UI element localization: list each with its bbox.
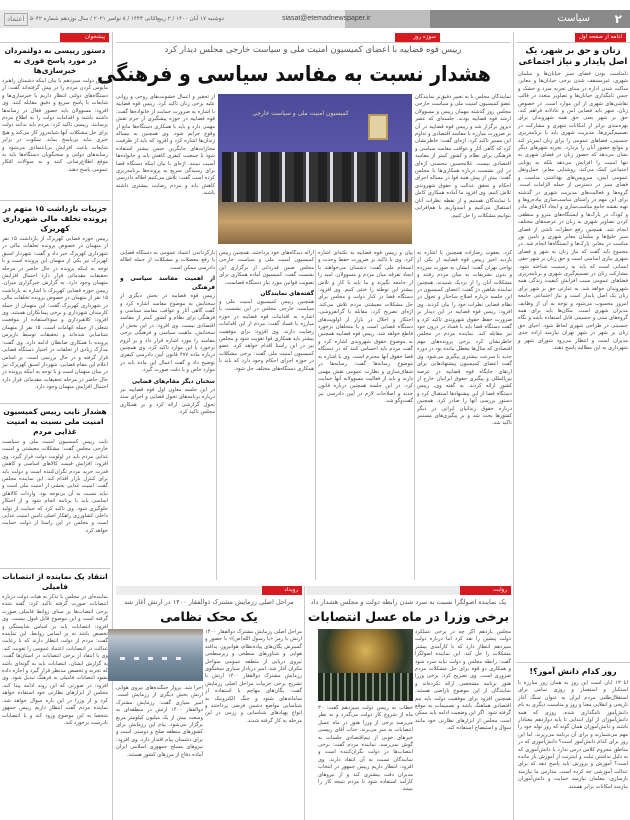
section-label: سوژه روز <box>395 33 440 42</box>
photo-banner-text: کمیسیون امنیت ملی و سیاست خارجی <box>252 110 349 117</box>
article-body: خطاب به رییس دولت سیزدهم گفت: ۳۰ ماه از شروع کار دولت می‌گذرد و به نظر می‌رسد برخی از وزرا هنوز در ماه عسل انتصابات به سر می‌برند. جناب آقای رییسی خبرهای خوبی از نیم‌اقتصادی جلسات به گوش نمی‌رسد. نماینده مردم گفت: برخی انتصاب‌ها در دولت نگران‌کننده است و نمایندگان نسبت به آن انتقاد دارند. وی افزود: انتظار داریم رییس جمهور در انتخاب مدیران دقت بیشتری کند و از نیروهای کارآمد استفاده شود تا مردم نتیجه کار را ببینند. <box>318 705 413 793</box>
article-title[interactable]: زنان و حق بر شهر، یک اصل پایدار و نیاز اجتماعی <box>518 46 628 67</box>
divider <box>0 403 110 404</box>
divider <box>0 568 110 569</box>
article-body: رییس حوزه قضایی کهریزک از بازداشت ۱۵ نفر از متهمان در خصوص پرونده تخلفات مالی در شهرداری کهریزک خبر داد و گفت: شهردار اسبق کهریزک نیز یکی از متهمان این پرونده است و با توجه به اینکه پرونده در حال حاضر در مرحله تحقیقات مقدماتی قرار دارد احتمال افزایش متهمان وجود دارد. به گزارش خبرگزاری میزان، رییس حوزه قضایی کهریزک با اشاره به بازداشت ۱۵ نفر از متهمان در خصوص پرونده تخلفات مالی در شهرداری کهریزک گفت: این متهمان از جمله کارمندان شهرداری و برخی پیمانکاران هستند. وی افزود: کلاهبرداری و سوءاستفاده از موقعیت شغلی از جمله اتهامات است. ۱۵ نفر از متهمان شناسایی شده‌اند و تحقیقات توسط بازپرس پرونده با همکاری ضابطان ادامه دارد. وی گفت: مدارک زیادی از تخلفات در اختیار دستگاه قضایی قرار گرفته و در حال بررسی است. بر اساس اعلام این مقام قضایی، شهردار اسبق کهریزک نیز در میان متهمان است و با توجه به اینکه پرونده در حال حاضر در مرحله تحقیقات مقدماتی قرار دارد احتمال افزایش متهمان وجود دارد. <box>2 236 108 391</box>
parliament-seats <box>318 673 413 701</box>
article-title[interactable]: روز کدام دانش آموز؟! <box>529 667 617 676</box>
article-subtitle: رییس قوه قضاییه با اعضای کمیسیون امنیت ملی و سیاست خارجی مجلس دیدار کرد <box>164 45 462 55</box>
boats <box>120 657 190 660</box>
paragraph: بازگرداندن اعتماد عمومی به دستگاه قضایی با رفع معضلات و مشکلات از جمله اطاله دادرسی ممکن است. <box>120 250 215 271</box>
article-title[interactable]: انتقاد یک نماینده از انتصابات فامیلی <box>2 572 108 591</box>
newspaper-logo: اعتماد <box>4 13 28 26</box>
meeting-photo <box>218 94 412 244</box>
page-number: ۲ <box>614 12 622 26</box>
article-column <box>120 250 215 580</box>
column-divider <box>216 250 217 580</box>
article-column <box>318 250 413 580</box>
section-label: پیشخوان <box>60 33 109 42</box>
article-body: نایب رییس کمیسیون امنیت ملی و سیاست خارجی مجلس گفت: مشکلات معیشتی و امنیت غذایی مردم باید در اولویت دولت قرار گیرد. وی افزود: افزایش قیمت کالاهای اساسی و کاهش قدرت خرید مردم نگران‌کننده است و دولت باید برای کنترل بازار اقدام کند. این نماینده مجلس گفت: امنیت غذایی بخشی از امنیت ملی است و نباید نسبت به آن بی‌توجه بود. واردات کالاهای اساسی باید با برنامه انجام شود و از احتکار جلوگیری شود. وی تاکید کرد که حمایت از تولید داخلی کشاورزی راهکار اصلی تامین امنیت غذایی است و مجلس در این راستا از دولت حمایت خواهد کرد. <box>2 439 108 534</box>
section-bar <box>306 586 511 595</box>
article-subtitle: یک نماینده اصولگرا نسبت به سرد شدن رابطه دولت و مجلس هشدار داد <box>310 598 507 606</box>
paragraph: در این جلسه معاون اول قوه قضاییه نیز درباره برنامه‌های تحول قضایی و اجرای سند تحول گزارشی ارائه کرد و بر همکاری مجلس تاکید کرد. <box>120 386 215 415</box>
article-body: انا ۱۳ آبان است این روز به همان روز مبارزه با استکبار و استعمار و روزی تمامی برای استقلال‌طلبی مردم ایران به عنوان سنگ آغاز تاریخی و انقلابی معنا و روز و مناسبت دیگری به نام دانش‌آموز نامگذاری شده، روزی که همه دانش‌آموزان از اول ابتدایی تا پایه دوازدهم معنادار باشند و دانش‌آموزان همان گونه که روز تولد خود را مهم می‌شمارند و برای آن برنامه می‌ریزند. اما این روز برای کدام دانش‌آموز است؟ دانش‌آموزی که در مناطق محروم کلاس درس ندارد یا دانش‌آموزی که به دلیل نداشتن تبلت و اینترنت از آموزش باز مانده است؟ آموزش و پرورش باید پاسخ دهد که برای عدالت آموزشی چه کرده است. مدارس ما نیازمند بازسازی، معلمان نیازمند حمایت و دانش‌آموزان نیازمند امکانات برابر هستند. <box>518 680 628 790</box>
article <box>0 200 110 403</box>
divider <box>0 42 110 43</box>
inline-heading: سخنان دیگر مقام‌های قضایی <box>132 378 215 385</box>
issue-date: دوشنبه ۱۷ آبان ۱۴۰۰ / ۲ ربیع‌الثانی ۱۴۴۳ / ۸ نوامبر ۲۰۲۱ / سال نوزدهم شماره ۵۰۴۲ <box>30 16 224 22</box>
article-body: نماینده‌ای در مجلس با تذکر به هیات دولت درباره انتصابات صورت گرفته تاکید کرد: گفته شده برخی انتصاب‌ها بر مبنای روابط فامیلی صورت گرفته است و این موضوع قابل قبول نیست. وی افزود: انتصابات باید بر اساس شایستگی و تخصص باشد نه بر اساس روابط. این نماینده گفت: مردم از دولت انتظار دارند که با رعایت عدالت در انتصابات، اعتماد عمومی را تقویت کند. وی با انتقاد از برخی انتصابات در استان‌ها گفت: به گزارش ایشان، انتصابات باید به گونه‌ای باشد که تجربه و تخصص مدنظر قرار گیرد و اجازه داده نشود انتصابات فامیلی به فرهنگ تبدیل شود. وی افزود: در صورتی که این روند ادامه پیدا کند، مجلس از ابزارهای نظارتی خود استفاده خواهد کرد و از وزرا در این باره سوال خواهد شد. نماینده مردم گفت انتظار داریم رییس جمهور شخصا به این موضوع ورود کند و با انتصابات نادرست برخورد کند. <box>2 594 108 726</box>
article <box>108 586 302 820</box>
article-body: از تحقیر و اعمال خشونت‌های روحی و روانی علیه برخی زنان تاکید کرد. رییس قوه قضاییه با اشاره به ضرورت حمایت از خانواده‌ها گفت: قوه قضاییه در حوزه پیشگیری از جرم نقش مهمی دارد و باید با همکاری دستگاه‌ها مانع از وقوع جرایم شود. وی همچنین به مساله زندان‌ها اشاره کرد و افزود که باید از ظرفیت مجازات‌های جایگزین حبس بیشتر استفاده شود تا جمعیت کیفری کاهش یابد و خانواده‌ها آسیب نبینند. اژه‌ای با بیان اینکه دستگاه قضا برای رسیدگی سریع به پرونده‌ها برنامه‌ریزی کرده است گفت: تلاش می‌کنیم اطاله دادرسی کاهش یابد و مردم رضایت بیشتری داشته باشند. <box>116 94 215 197</box>
article-column <box>219 250 314 580</box>
section-label: روایت <box>460 586 511 595</box>
article <box>0 42 110 200</box>
inline-heading: از اهمیت مفاسد سیاسی و فرهنگی <box>120 276 215 292</box>
section-bar <box>116 586 302 595</box>
article <box>306 586 511 820</box>
people-group <box>222 152 408 202</box>
article-body: نمایندگان مجلس با به تعبیر دقیق‌تر نمایندگان عضو کمیسیون امنیت ملی و سیاست خارجی مجلس روز گذشته مهمان رییس و مسوولان ارشد قوه قضاییه بودند. جلسه‌ای که عصر دیروز برگزار شد و رییس قوه قضاییه در آن بر ضرورت مبارزه با مفاسد اقتصادی و تداوم این مسیر تاکید کرد. اژه‌ای گفت: خاطرنشان کرد که گاهی آثار و عواقب مفاسد سیاسی و فرهنگی برای نظام و کشور کمتر از مفاسد اقتصادی نیست. غلامحسین محسنی اژه‌ای در این نشست درباره همکاری‌ها با مجلس گفت: بیش از پیش همه قوا در مساله اجرای احکام و تحقق عدالت و حقوق شهروندی تلاش کنیم. وی افزود ما آماده همکاری کامل با نمایندگان هستیم و از نقطه نظرات آنان استقبال می‌کنیم و امیدواریم با هم‌افزایی بتوانیم مشکلات را حل کنیم. <box>415 94 511 219</box>
article-subtitle: مراحل اصلی رزمایش مشترک ذوالفقار ۱۴۰۰ در ارتش آغاز شد <box>124 598 294 606</box>
article <box>0 403 110 568</box>
paragraph: رییس قوه قضاییه در بخش دیگری از سخنانش به موضوع مفاسد اشاره کرد و گفت گاهی آثار و عواقب مفاسد سیاسی و فرهنگی برای نظام و کشور کمتر از مفاسد اقتصادی نیست. وی افزود: در این بخش از سخنانش، ماهیت سیاسی و فرهنگی برخی مفاسد را مورد اشاره قرار داد و بر لزوم برخورد با این موارد تاکید کرد. وی همچنین درباره ماده ۴۷۷ قانون آیین دادرسی کیفری توضیح داد و گفت اعمال این ماده باید در موارد خاص و با دقت صورت گیرد. <box>120 293 215 374</box>
article-columns <box>116 250 512 580</box>
article-body: مجلس یازدهم اگر چه در برخی عملکرد دولت پیشین را نقد کرد اما درباره دولت سیزدهم انتظار دارد که با کارآمدی بیشتر مشکلات را حل کند. این نماینده اصولگرا گفت: رابطه مجلس و دولت نباید سرد شود و همکاری دو قوه برای حل مشکلات مردم ضروری است. وی تصریح کرد: برخی وزرا هنوز برنامه مشخصی ارائه نکرده‌اند و نمایندگان از این موضوع ناراضی هستند. همچنین افزود برای موفقیت دولت باید تیم اقتصادی هماهنگ باشد و تصمیمات به موقع گرفته شود. اگر این وضعیت ادامه یابد ممکن است مجلس از ابزارهای نظارتی خود مانند سوال و استیضاح استفاده کند. <box>415 629 511 732</box>
column-divider <box>315 250 316 580</box>
article <box>0 568 110 820</box>
article-body: مراحل اصلی رزمایش مشترک ذوالفقار ۱۴۰۰ ارتش با رمز «یا رسول الله(ص)» با حضور و گسترش یگان‌های پیاده‌نظام، هوانیروز، پدافند هوایی و شناورهای سطحی و زیرسطحی نیروی دریایی از منطقه عمومی سواحل مکران آغاز شد. امیر دریادار سیاری سخنگوی رزمایش مشترک ذوالفقار ۱۴۰۰ ارتش با تشریح برخی جزییات مراحل اصلی رزمایش گفت: یگان‌های مهاجم با استفاده از سامانه‌های شنود و جنگ الکترونیک به شناسایی مواضع دشمن فرضی پرداختند و انواع پهپادهای شناسایی و رزمی در این مرحله به کار گرفته شدند. <box>205 629 302 724</box>
column-divider <box>513 32 514 820</box>
article-body: اجرا شد. پرواز جنگنده‌های نیروی هوایی ارتش بخش دیگری از رزمایش است. امیر سیاری گفت: رزمایش مشترک ذوالفقار ۱۴۰۰ ارتش در منطقه‌ای به وسعت بیش از یک میلیون کیلومتر مربع برگزار می‌شود. پیام این رزمایش برای کشورهای منطقه صلح و دوستی است و برای دشمنان پیام اقتدار دارد. وی افزود: نیروهای مسلح جمهوری اسلامی ایران آماده دفاع از مرزهای کشور هستند. <box>116 685 203 758</box>
article-content <box>306 629 511 820</box>
section-email[interactable]: siasat@etemadnewspaper.ir <box>282 15 371 22</box>
article-title[interactable]: جزییات بازداشت ۱۵ متهم در پرونده تخلف مالی شهرداری کهریزک <box>2 204 108 233</box>
inline-heading: گفته‌های نمایندگان <box>260 291 314 298</box>
paragraph: کرد. یعقوب رضازاده همچنین با اشاره به بازدید اخیر رییس قوه قضاییه از یکی از نواحی تهران گفت: ایشان به صورت سرزده و بدون تشریفات به میان مردم رفتند و مشکلات آنان را از نزدیک شنیدند. همچنین نماینده شاهین دژ گفت: اعضای کمیسیون در این جلسه درباره اصلاح ساختار و تحول در نظام قضایی نظرات خود را بیان کردند. وی افزود: رییس قوه قضاییه در این دیدار بر ضرورت حفظ حقوق شهروندی تاکید کرد و گفت دستگاه قضا باید با فساد در درون خود نیز مقابله کند. نماینده مردم در مجلس خاطرنشان کرد برخی پرونده‌های مهم اقتصادی که سال‌ها معطل مانده بود در دوره جدید با سرعت بیشتری پیگیری می‌شود. وی گفت اعضای کمیسیون پیشنهادهایی برای ارتقای جایگاه قوه قضاییه در عرصه بین‌المللی و پیگیری حقوق ایرانیان خارج از کشور ارائه کردند. به گفته وی، رییس دستگاه قضا از این پیشنهادها استقبال کرد و دستور بررسی آنها را صادر کرد. همچنین درباره حقوق زندانیان ایرانی در دیگر کشورها بحث شد و بر پیگیری‌های مستمر تاکید شد. <box>417 250 512 427</box>
section-label: رویداد <box>262 586 302 595</box>
article-body: نامناسب بودن فضای سبز خیابان‌ها و مبلمان شهری، غیرمسقف شدن برخی خیابان‌ها و معابر، ساکت شدن اداره در مبنای تجربه سرد و خشک و جنس نامگذاری خیابان‌ها و تصاویر متعدد در قالب نقاشی‌های شهری از این موارد است. در خصوص زنان، شهر باید فضایی امن و عادلانه فراهم کند. حق بر شهر یعنی حق همه شهروندان برای بهره‌مندی برابر از امکانات شهری و مشارکت در تصمیم‌گیری‌ها. مدیریت شهری باید با برنامه‌ریزی جنسیتی، فضاهای عمومی را برای زنان ایمن‌تر کند و موانع حضور آنان را بردارد. تجربه شهرهای دیگر نشان می‌دهد که حضور زنان در فضای شهری نه تنها امنیت را افزایش می‌دهد بلکه به پویایی اجتماعی کمک می‌کند. روشنایی معابر، حمل‌ونقل عمومی ایمن، سرویس‌های بهداشتی مناسب و فضای سبز در دسترس از جمله الزامات است. گروه‌ها و فعالیت‌های مدیریت شهری در گذشته برای این مهم در راستای مناسب‌سازی پیاده‌روها و تهیه نقشه جامع مناسب‌سازی و ایجاد اتاق‌های مادر و کودک در پارک‌ها و ایستگاه‌های مترو و منطقی کردن تصاویر شهری به زنان در عرصه‌های مختلف انجام شد. همچنین رفع خطرات ناشی از فضای سبز خلیج‌ها و مبلمان معابر شهری و تامین نور مناسب در معابر، پارک‌ها و ایستگاه‌ها انجام شد. در مجموع باید گفت که نیاز زنان به شهر و فضای شهری نیازی اساسی است و حق زنان بر شهر حقی انسانی است که باید به رسمیت شناخته شود. مشارکت زنان در تصمیم‌گیری شهری و برنامه‌ریزی فضاهای عمومی سبب افزایش کیفیت زندگی همه شهروندان خواهد شد. به عبارتی حق بر شهر برای زنان یک اصل پایدار است و نیاز اجتماعی جامعه امروز محسوب می‌شود و توجه به آن از وظایف مدیران شهری است. مکان‌ها باید برای همه گروه‌های سنی و جنسیتی قابل استفاده باشد و نگاه جنسیتی در طراحی شهری لحاظ شود. احیای حق زنان بر شهر در شهر تهران نیازمند اراده جدی مدیران است و انتظار می‌رود شورای شهر و شهرداری به این مطالبه پاسخ دهند. <box>517 71 628 352</box>
section-label: ادامه از صفحه اول <box>575 33 626 42</box>
article-column <box>417 250 512 580</box>
article-content <box>108 629 302 820</box>
article <box>516 42 630 660</box>
divider <box>516 42 630 43</box>
article-title[interactable]: هشدار نایب رییس کمیسیون امنیت ملی نسبت به امنیت غذایی مردم <box>3 407 107 436</box>
divider <box>116 42 510 43</box>
article-body: رییس دولت سیزدهم با بیان اینکه دشمنان راهبرد مایوس کردن مردم را در پیش گرفته‌اند گفت: از دستگاه‌های دولتی انتظار داریم با خبرسازی‌ها و شایعات با پاسخ سریع و دقیق مقابله کنند. وی افزود: مسوولان باید حضور فعال در رسانه‌ها داشته باشند و اقدامات دولت را به اطلاع مردم برسانند. رییسی تاکید کرد: مردم باید بدانند دولت برای حل مشکلات آنها شبانه‌روز کار می‌کند و هیچ خبری نباید بی‌پاسخ بماند. سکوت در برابر شایعات باعث افزایش بی‌اعتمادی می‌شود و رسانه‌های دولتی و سخنگویان دستگاه‌ها باید به موقع اطلاع‌رسانی کنند و به سوالات افکار عمومی پاسخ دهند. <box>2 78 108 173</box>
column-divider <box>304 586 305 820</box>
section-bar <box>430 10 630 28</box>
parliament-photo <box>318 629 413 701</box>
section-name: سیاست <box>557 13 590 24</box>
paragraph: ارائه دیدگاه‌های خود پرداختند. همچنین رییس کمیسیون امنیت ملی و سیاست خارجی مجلس ضمن قدردانی از برگزاری این نشست گفت: کمیسیون آماده همکاری برای تصویب قوانین مورد نیاز دستگاه قضاست. <box>219 250 314 286</box>
portrait-frame <box>368 114 388 140</box>
article <box>516 662 630 820</box>
paragraph: همچنین رییس کمیسیون امنیت ملی و سیاست خارجی مجلس در این نشست با اشاره به اقدامات قوه قضاییه در حوزه مبارزه با فساد گفت: مردم از این اقدامات رضایت دارند. وی افزود: برای موفقیت بیشتر باید همکاری قوا تقویت شود و مجلس نیز در این راستا اقدام خواهد کرد. عضو کمیسیون امنیت ملی گفت: برخی مشکلات در حوزه اجرای احکام وجود دارد که باید با همکاری دستگاه‌های مختلف حل شود. <box>219 299 314 372</box>
paragraph: بیان و رییس قوه قضاییه به نکته‌ای اشاره کرد. وی با تاکید بر ضرورت حفظ وحدت و انسجام ملی گفت: دشمنان می‌خواهند با ایجاد تفرقه میان مردم و مسوولان، امید را از جامعه بگیرند و ما باید با کار و تلاش بیشتر این توطئه را خنثی کنیم. وی افزود: دستگاه قضا در کنار دولت و مجلس برای حل مشکلات معیشتی مردم تلاش می‌کند. اژه‌ای تصریح کرد: مقابله با گرانفروشی، احتکار و اخلال در بازار از اولویت‌های دستگاه قضایی است و با متخلفان برخورد قاطع خواهد شد. رییس قوه قضاییه همچنین به موضوع حقوق شهروندی اشاره کرد و گفت مردم باید احساس کنند که در دستگاه قضا حقوق آنها محترم است. وی با اشاره به موضوع رسانه‌ها گفت: رسانه‌ها در شفاف‌سازی و نظارت عمومی نقش مهمی دارند و باید از فعالیت مسوولانه آنها حمایت کرد. در این جلسه همچنین درباره قانون جدید و اصلاحات لازم در آیین دادرسی نیز گفت‌وگو شد. <box>318 250 413 405</box>
column-divider <box>414 250 415 580</box>
military-exercise-photo <box>108 629 203 681</box>
divider <box>516 662 630 663</box>
divider <box>0 200 110 201</box>
article-title[interactable]: یک محک نظامی <box>160 609 258 624</box>
main-headline[interactable]: هشدار نسبت به مفاسد سیاسی و فرهنگی <box>97 62 491 86</box>
article-title[interactable]: برخی وزرا در ماه عسل انتصابات <box>307 609 510 624</box>
article-title[interactable]: دستور رییسی به دولتمردان در مورد پاسخ فوری به خبرسازی‌ها <box>4 46 106 75</box>
